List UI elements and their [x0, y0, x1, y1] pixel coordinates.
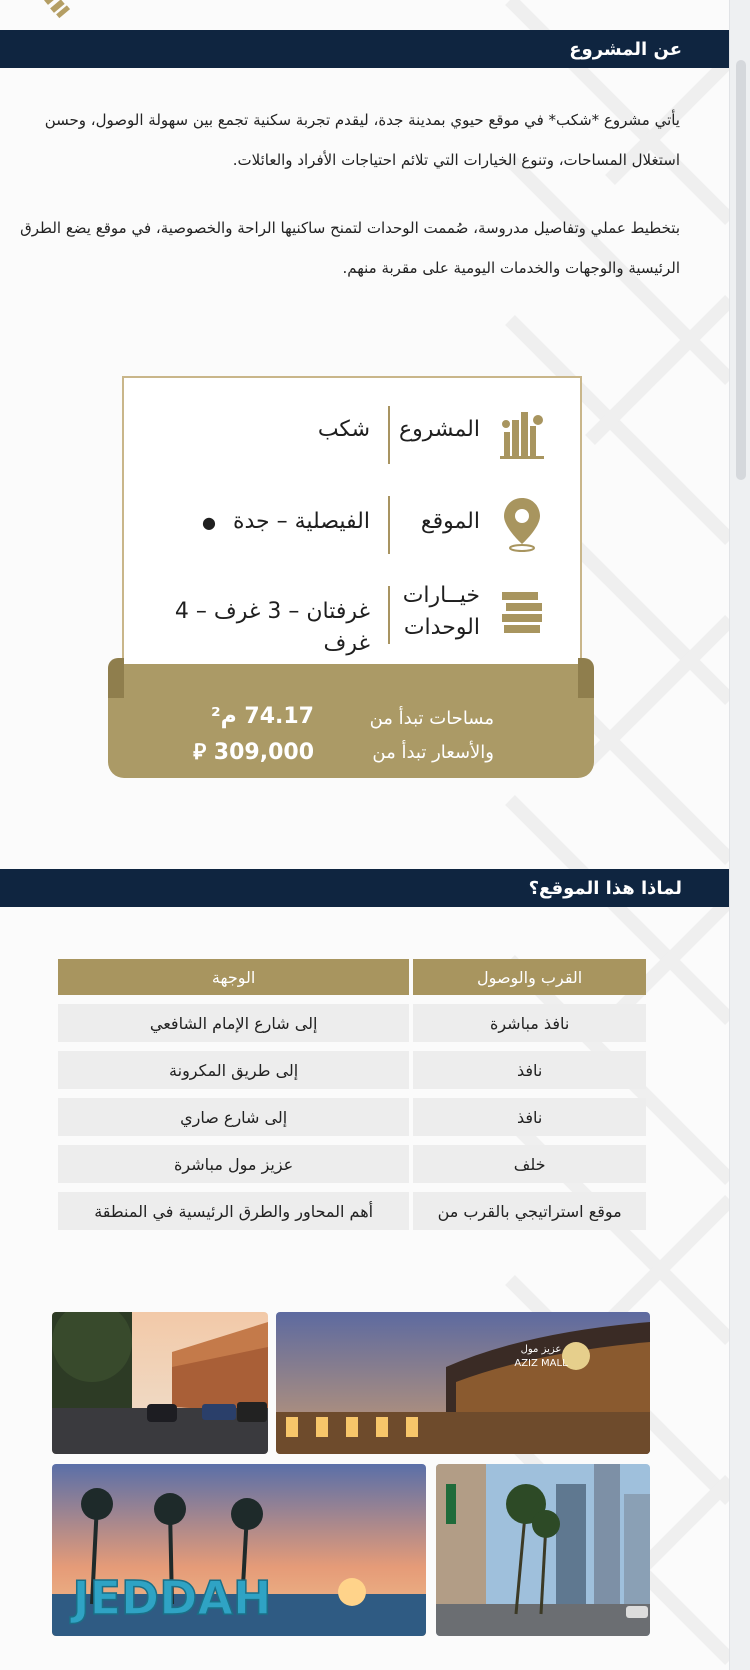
- table-header-row: [58, 959, 646, 995]
- row-divider: [388, 496, 390, 554]
- about-title: عن المشروع: [569, 38, 682, 60]
- units-value: غرفتان – 3 غرف – 4 غرف: [174, 599, 370, 656]
- cell-destination: عزيز مول مباشرة: [58, 1145, 409, 1183]
- table-row: [58, 1098, 646, 1136]
- units-label-line2: الوحدات: [403, 615, 480, 640]
- units-label-line1: خيــارات: [402, 583, 480, 608]
- about-para1-line1: يأتي مشروع *شكب* في موقع حيوي بمدينة جدة، ليقدم تجربة سكنية تجمع بين سهولة الوصول، وحسن: [44, 111, 680, 129]
- jeddah-sign-photo: [52, 1464, 426, 1636]
- price-band: [108, 664, 594, 778]
- about-para1-line2: استغلال المساحات، وتنوع الخيارات التي تلائم احتياجات الأفراد والعائلات.: [232, 151, 680, 169]
- project-info-card: [122, 376, 582, 701]
- area-label: مساحات تبدأ من: [369, 708, 494, 729]
- project-label: المشروع: [398, 417, 480, 442]
- project-value: شكب: [317, 417, 370, 442]
- about-paragraph-1: [20, 100, 680, 180]
- row-divider: [388, 586, 390, 644]
- street-photo: [52, 1312, 268, 1454]
- table-row: [58, 1004, 646, 1042]
- mall-sign-arabic: عزيز مول: [520, 1344, 562, 1355]
- jeddah-sign-text: JEDDAH: [72, 1571, 272, 1625]
- location-value-wrap: [130, 506, 370, 539]
- brand-logo: [40, 0, 80, 28]
- location-row: [124, 488, 580, 558]
- table-row: [58, 1051, 646, 1089]
- stack-icon: [498, 586, 546, 642]
- units-row: [124, 578, 580, 656]
- header-destination: الوجهة: [58, 959, 409, 995]
- why-title: لماذا هذا الموقع؟: [528, 877, 682, 899]
- ribbon-fold-right: [578, 658, 594, 698]
- about-para2-line1: بتخطيط عملي وتفاصيل مدروسة، صُممت الوحدات لتمنح ساكنيها الراحة والخصوصية، في موقع يضع الطرق: [20, 219, 680, 237]
- about-paragraph-2: [20, 208, 680, 288]
- table-row: [58, 1145, 646, 1183]
- price-value: 309,000 ⃁: [193, 740, 314, 765]
- about-para2-line2: الرئيسية والوجهات والخدمات اليومية على مقربة منهم.: [342, 259, 680, 277]
- why-header: [0, 869, 730, 907]
- mall-sign-english: AZIZ MALL: [514, 1358, 568, 1369]
- location-table: [54, 950, 650, 1239]
- cell-destination: إلى طريق المكرونة: [58, 1051, 409, 1089]
- cell-destination: إلى شارع صاري: [58, 1098, 409, 1136]
- cell-access: موقع استراتيجي بالقرب من: [413, 1192, 646, 1230]
- cell-access: نافذ مباشرة: [413, 1004, 646, 1042]
- scrollbar[interactable]: [729, 0, 750, 1670]
- header-access: القرب والوصول: [413, 959, 646, 995]
- cell-access: نافذ: [413, 1098, 646, 1136]
- cell-destination: أهم المحاور والطرق الرئيسية في المنطقة: [58, 1192, 409, 1230]
- location-value: الفيصلية – جدة: [232, 509, 370, 534]
- ribbon-fold-left: [108, 658, 124, 698]
- mall-photo: [276, 1312, 650, 1454]
- map-pin-small-icon[interactable]: ●: [201, 513, 216, 532]
- project-row: [124, 398, 580, 468]
- about-header: [0, 30, 730, 68]
- location-label: الموقع: [420, 509, 480, 534]
- scrollbar-thumb[interactable]: [736, 60, 746, 480]
- cell-access: خلف: [413, 1145, 646, 1183]
- cell-access: نافذ: [413, 1051, 646, 1089]
- price-label: والأسعار تبدأ من: [372, 742, 494, 763]
- city-street-photo: [436, 1464, 650, 1636]
- area-value: 74.17 م²: [210, 704, 314, 729]
- buildings-icon: [498, 406, 546, 462]
- location-pin-icon: [498, 496, 546, 552]
- units-label: [390, 580, 480, 644]
- cell-destination: إلى شارع الإمام الشافعي: [58, 1004, 409, 1042]
- row-divider: [388, 406, 390, 464]
- table-row: [58, 1192, 646, 1230]
